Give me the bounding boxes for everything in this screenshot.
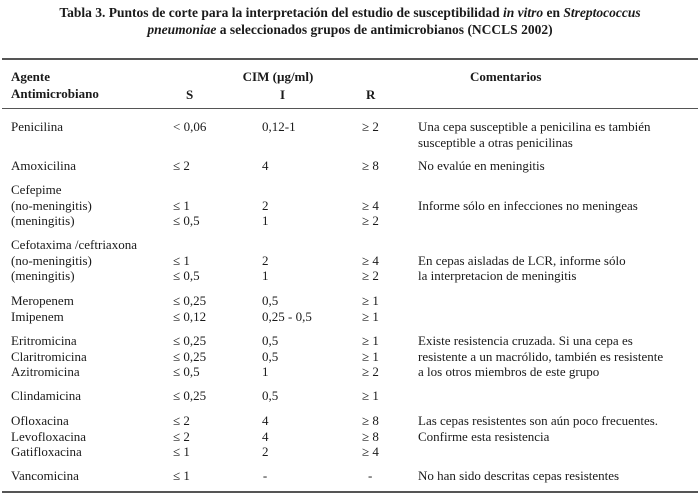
comment: susceptible a otras penicilinas xyxy=(418,135,573,150)
r-value: ≥ 4 xyxy=(362,253,379,268)
header-cim: CIM (µg/ml) xyxy=(242,69,314,84)
s-value: ≤ 0,5 xyxy=(173,268,200,283)
s-value: ≤ 0,25 xyxy=(173,293,207,308)
comment: Una cepa susceptible a penicilina es también xyxy=(418,119,651,134)
i-value: 4 xyxy=(262,413,269,428)
agent-subgroup: (no-meningitis) xyxy=(11,253,92,268)
agent-imipenem: Imipenem xyxy=(11,309,64,324)
s-value: ≤ 2 xyxy=(173,413,190,428)
s-value: ≤ 1 xyxy=(173,444,190,459)
comment: a los otros miembros de este grupo xyxy=(418,364,600,379)
s-value: ≤ 1 xyxy=(173,253,190,268)
agent-ofloxacina: Ofloxacina xyxy=(11,413,69,428)
comment: Las cepas resistentes son aún poco frecuentes. xyxy=(418,413,659,428)
comment: No han sido descritas cepas resistentes xyxy=(418,468,620,483)
bottom-rule xyxy=(2,491,698,493)
title-line-1 xyxy=(0,4,700,21)
i-value: - xyxy=(262,468,268,483)
s-value: ≤ 2 xyxy=(173,429,190,444)
comment: la interpretacion de meningitis xyxy=(418,268,577,283)
agent-vancomicina: Vancomicina xyxy=(11,468,79,483)
title-line-2 xyxy=(0,21,700,38)
r-value: ≥ 4 xyxy=(362,198,379,213)
i-value: 4 xyxy=(262,158,269,173)
comment: Informe sólo en infecciones no meningeas xyxy=(418,198,638,213)
i-value: 0,5 xyxy=(262,349,279,364)
agent-clindamicina: Clindamicina xyxy=(11,388,82,403)
agent-eritromicina: Eritromicina xyxy=(11,333,77,348)
r-value: - xyxy=(368,468,373,483)
i-value: 2 xyxy=(262,253,269,268)
title-text: en xyxy=(543,5,564,20)
header-agent-line2: Antimicrobiano xyxy=(11,86,99,101)
r-value: ≥ 2 xyxy=(362,119,379,134)
i-value: 0,5 xyxy=(262,293,279,308)
r-value: ≥ 2 xyxy=(362,268,379,283)
header-s: S xyxy=(186,87,194,102)
title-italic-genus: Streptococcus xyxy=(563,5,641,20)
title-italic-invitro: in vitro xyxy=(503,5,544,20)
top-rule xyxy=(2,58,698,60)
i-value: 2 xyxy=(262,444,269,459)
i-value: 0,5 xyxy=(262,388,279,403)
agent-meropenem: Meropenem xyxy=(11,293,74,308)
header-rule xyxy=(2,108,698,109)
header-r: R xyxy=(366,87,376,102)
agent-penicilina: Penicilina xyxy=(11,119,63,134)
agent-azitromicina: Azitromicina xyxy=(11,364,80,379)
r-value: ≥ 4 xyxy=(362,444,379,459)
i-value: 1 xyxy=(262,268,269,283)
agent-levofloxacina: Levofloxacina xyxy=(11,429,87,444)
title-italic-species: pneumoniae xyxy=(147,22,217,37)
s-value: ≤ 0,25 xyxy=(173,388,207,403)
i-value: 0,25 - 0,5 xyxy=(262,309,312,324)
r-value: ≥ 2 xyxy=(362,364,379,379)
s-value: ≤ 0,5 xyxy=(173,213,200,228)
agent-subgroup: (meningitis) xyxy=(11,213,75,228)
agent-subgroup: (meningitis) xyxy=(11,268,75,283)
comment: Existe resistencia cruzada. Si una cepa es xyxy=(418,333,633,348)
header-i: I xyxy=(280,87,286,102)
i-value: 0,5 xyxy=(262,333,279,348)
r-value: ≥ 8 xyxy=(362,413,379,428)
i-value: 1 xyxy=(262,364,269,379)
s-value: ≤ 0,25 xyxy=(173,349,207,364)
r-value: ≥ 2 xyxy=(362,213,379,228)
r-value: ≥ 1 xyxy=(362,388,379,403)
s-value: ≤ 0,25 xyxy=(173,333,207,348)
i-value: 2 xyxy=(262,198,269,213)
agent-claritromicina: Claritromicina xyxy=(11,349,87,364)
comment: No evalúe en meningitis xyxy=(418,158,545,173)
r-value: ≥ 1 xyxy=(362,293,379,308)
r-value: ≥ 1 xyxy=(362,333,379,348)
header-comments: Comentarios xyxy=(470,69,542,84)
agent-cefepime: Cefepime xyxy=(11,182,62,197)
title-text: a seleccionados grupos de antimicrobianos (NCCLS 2002) xyxy=(216,22,553,37)
s-value: ≤ 1 xyxy=(173,468,190,483)
header-agent-line1: Agente xyxy=(11,69,50,84)
s-value: ≤ 0,5 xyxy=(173,364,200,379)
s-value: ≤ 0,12 xyxy=(173,309,207,324)
agent-gatifloxacina: Gatifloxacina xyxy=(11,444,82,459)
r-value: ≥ 8 xyxy=(362,158,379,173)
r-value: ≥ 1 xyxy=(362,309,379,324)
r-value: ≥ 1 xyxy=(362,349,379,364)
comment: En cepas aisladas de LCR, informe sólo xyxy=(418,253,626,268)
agent-cefotaxima: Cefotaxima /ceftriaxona xyxy=(11,237,137,252)
i-value: 4 xyxy=(262,429,269,444)
r-value: ≥ 8 xyxy=(362,429,379,444)
i-value: 0,12-1 xyxy=(262,119,296,134)
s-value: ≤ 2 xyxy=(173,158,190,173)
i-value: 1 xyxy=(262,213,269,228)
title-text: Tabla 3. Puntos de corte para la interpretación del estudio de susceptibilidad xyxy=(59,5,503,20)
comment: Confirme esta resistencia xyxy=(418,429,550,444)
s-value: ≤ 1 xyxy=(173,198,190,213)
agent-amoxicilina: Amoxicilina xyxy=(11,158,76,173)
table-title xyxy=(0,4,700,38)
agent-subgroup: (no-meningitis) xyxy=(11,198,92,213)
comment: resistente a un macrólido, también es resistente xyxy=(418,349,664,364)
s-value: < 0,06 xyxy=(173,119,207,134)
